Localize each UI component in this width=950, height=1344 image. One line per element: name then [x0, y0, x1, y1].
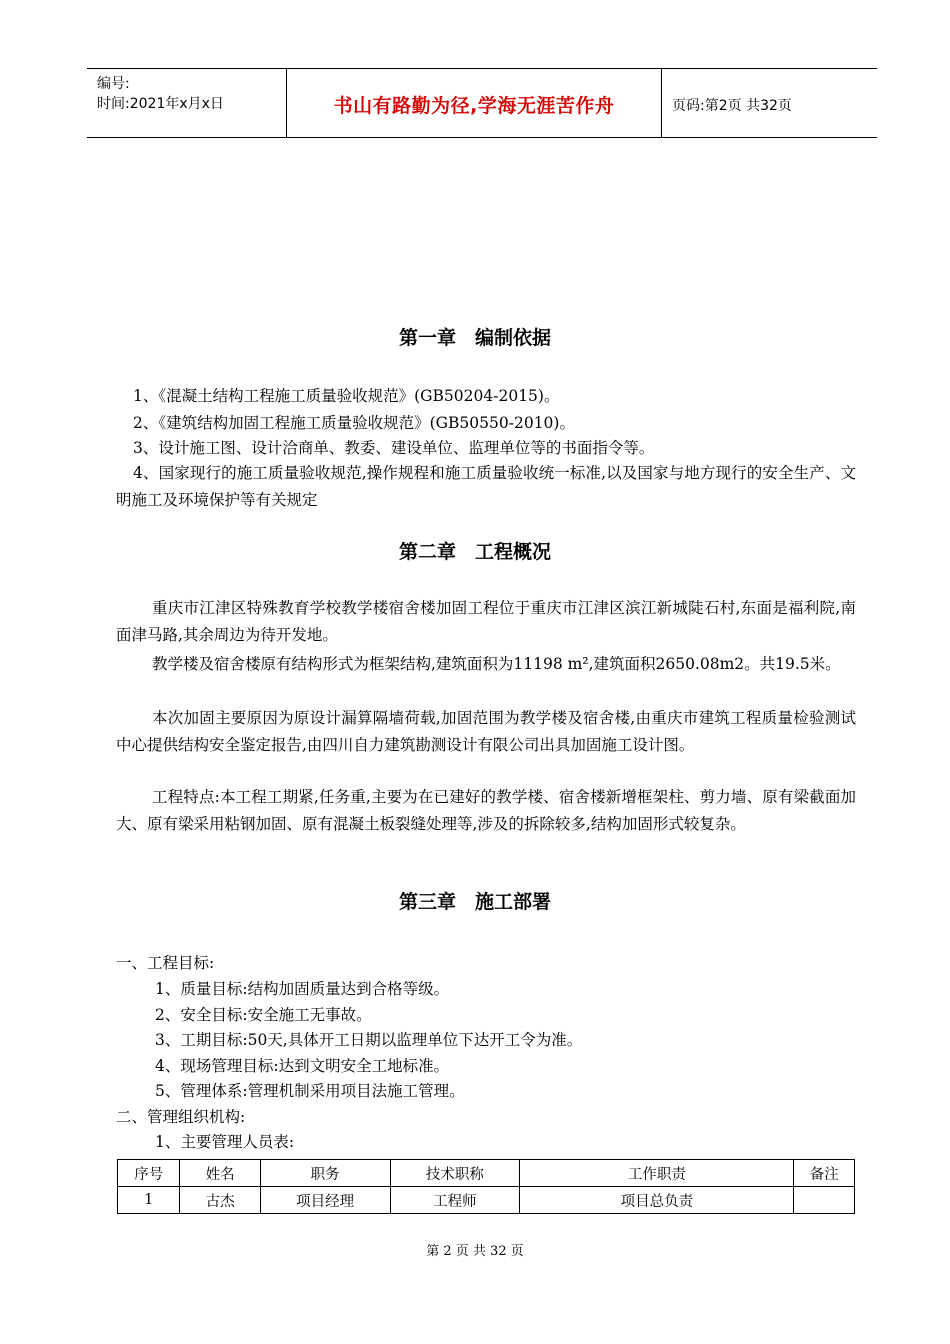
goal-5: 5、管理体系:管理机制采用项目法施工管理。 [155, 1082, 465, 1100]
header-number-label: 编号: [97, 76, 130, 92]
goal-2: 2、安全目标:安全施工无事故。 [155, 1006, 372, 1024]
chapter1-title: 第一章 编制依据 [398, 327, 551, 349]
table-cell: 项目总负责 [520, 1187, 794, 1214]
chapter2-paragraph-3: 本次加固主要原因为原设计漏算隔墙荷载,加固范围为教学楼及宿舍楼,由重庆市建筑工程质量检验测试中心提供结构安全鉴定报告,由四川自力建筑勘测设计有限公司出具加固施工设计图。 [116, 709, 856, 754]
header-date: 时间:2021年x月x日 [97, 96, 224, 112]
table-header-cell: 工作职责 [520, 1160, 794, 1187]
table-cell: 项目经理 [260, 1187, 390, 1214]
goal-1: 1、质量目标:结构加固质量达到合格等级。 [155, 980, 450, 998]
staff-table [117, 1159, 855, 1214]
table-header-cell: 职务 [260, 1160, 390, 1187]
table-header-cell: 序号 [118, 1160, 180, 1187]
header-meta-cell [87, 69, 287, 137]
chapter2-paragraph-1: 重庆市江津区特殊教育学校教学楼宿舍楼加固工程位于重庆市江津区滨江新城陡石村,东面是福利院,南面津马路,其余周边为待开发地。 [116, 599, 856, 644]
table-cell: 古杰 [180, 1187, 260, 1214]
chapter3-sub-1: 1、主要管理人员表: [155, 1133, 295, 1151]
chapter2-paragraph-2: 教学楼及宿舍楼原有结构形式为框架结构,建筑面积为11198 m²,建筑面积2650.08m2。共19.5米。 [152, 655, 841, 673]
chapter3-title: 第三章 施工部署 [398, 891, 551, 913]
header-page-cell [662, 69, 877, 137]
header-motto-cell [287, 69, 662, 137]
header-page-info: 页码:第2页 共32页 [672, 98, 792, 114]
header-motto: 书山有路勤为径,学海无涯苦作舟 [333, 95, 615, 117]
table-header-cell: 技术职称 [390, 1160, 520, 1187]
chapter3-section-1: 一、工程目标: [116, 954, 215, 972]
table-cell [794, 1187, 855, 1214]
table-cell: 工程师 [390, 1187, 520, 1214]
chapter3-section-2: 二、管理组织机构: [116, 1108, 246, 1126]
chapter1-item-4: 4、国家现行的施工质量验收规范,操作规程和施工质量验收统一标准,以及国家与地方现行的安全生产、文明施工及环境保护等有关规定 [116, 464, 856, 509]
table-header-cell: 备注 [794, 1160, 855, 1187]
table-row [118, 1187, 855, 1214]
page-header [87, 68, 877, 138]
chapter1-item-3: 3、设计施工图、设计洽商单、教委、建设单位、监理单位等的书面指令等。 [133, 439, 655, 457]
page-footer: 第 2 页 共 32 页 [426, 1244, 524, 1259]
goal-4: 4、现场管理目标:达到文明安全工地标准。 [155, 1057, 450, 1075]
chapter2-title: 第二章 工程概况 [398, 541, 551, 563]
chapter1-item-1: 1、《混凝土结构工程施工质量验收规范》(GB50204-2015)。 [133, 387, 560, 405]
table-cell: 1 [118, 1187, 180, 1214]
chapter2-paragraph-4: 工程特点:本工程工期紧,任务重,主要为在已建好的教学楼、宿舍楼新增框架柱、剪力墙、原有梁截面加大、原有梁采用粘钢加固、原有混凝土板裂缝处理等,涉及的拆除较多,结构加固形式较复杂。 [116, 788, 856, 833]
chapter1-item-2: 2、《建筑结构加固工程施工质量验收规范》(GB50550-2010)。 [133, 414, 575, 432]
table-header-row [118, 1160, 855, 1187]
table-header-cell: 姓名 [180, 1160, 260, 1187]
goal-3: 3、工期目标:50天,具体开工日期以监理单位下达开工令为准。 [155, 1031, 583, 1049]
